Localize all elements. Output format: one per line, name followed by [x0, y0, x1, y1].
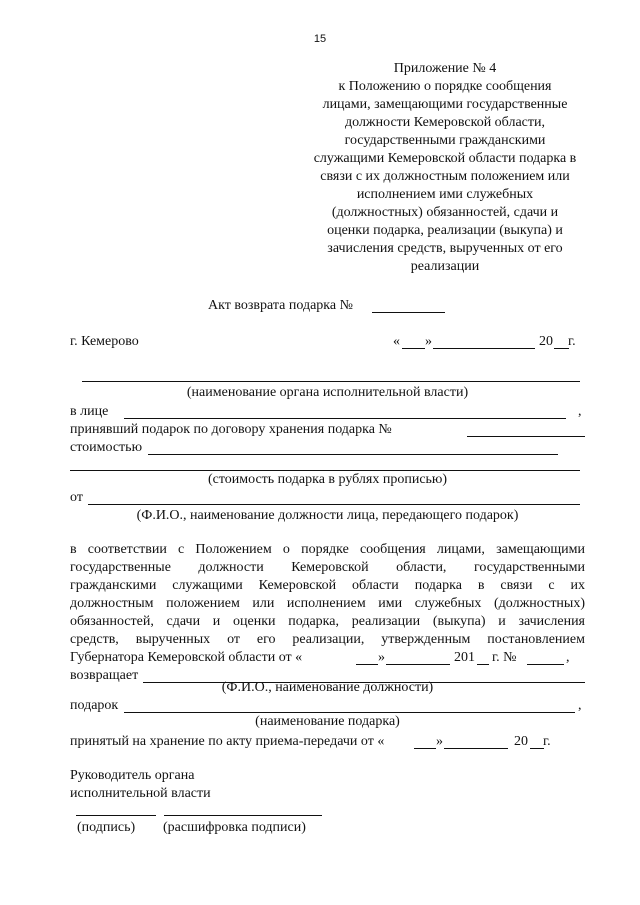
acceptance-year-suffix: г.: [543, 734, 551, 749]
head-title-line1: Руководитель органа: [70, 768, 195, 783]
acceptance-year-field[interactable]: [530, 748, 544, 749]
decree-month-field[interactable]: [386, 664, 450, 665]
appendix-line: оценки подарка, реализации (выкупа) и: [327, 223, 563, 238]
appendix-line: (должностных) обязанностей, сдачи и: [331, 205, 559, 220]
accepted-label: принявший подарок по договору хранения подарка №: [70, 422, 392, 437]
decree-number-label: г. №: [492, 650, 517, 665]
appendix-line: связи с их должностным положением или: [320, 169, 570, 184]
body-line: в соответствии с Положением о порядке сообщения лицами, замещающими: [70, 542, 585, 557]
appendix-line: Приложение № 4: [393, 61, 497, 76]
returns-caption: (Ф.И.О., наименование должности): [221, 680, 434, 695]
decree-quote-close: »: [378, 650, 385, 665]
acceptance-year-prefix: 20: [514, 734, 528, 749]
body-line: средств, вырученных от его реализации, утвержденным постановлением: [70, 632, 585, 647]
appendix-line: к Положению о порядке сообщения: [338, 79, 552, 94]
gift-caption: (наименование подарка): [255, 714, 400, 729]
governor-text: Губернатора Кемеровской области от «: [70, 650, 303, 665]
appendix-line: зачисления средств, вырученных от его: [327, 241, 563, 256]
year-suffix: г.: [568, 334, 576, 349]
appendix-line: служащими Кемеровской области подарка в: [313, 151, 577, 166]
cost-label: стоимостью: [70, 440, 143, 455]
body-line: обязанностей, сдачи и оценки подарка, реализации (выкупа) и зачисления: [70, 614, 585, 629]
head-title-line2: исполнительной власти: [70, 786, 211, 801]
decree-year-prefix: 201: [454, 650, 475, 665]
body-line: гражданскими служащими Кемеровской области подарка в связи с их: [70, 578, 585, 593]
appendix-line: государственными гражданскими: [344, 133, 546, 148]
accepted-storage-text: принятый на хранение по акту приема-передачи от «: [70, 734, 385, 749]
storage-contract-number-field[interactable]: [467, 436, 585, 437]
authority-field[interactable]: [82, 381, 580, 382]
decree-number-field[interactable]: [527, 664, 564, 665]
appendix-block: [290, 60, 600, 276]
year-prefix: 20: [539, 334, 553, 349]
decree-year-field[interactable]: [477, 664, 489, 665]
appendix-line: должности Кемеровской области,: [345, 115, 545, 130]
from-field[interactable]: [88, 504, 580, 505]
appendix-line: реализации: [410, 259, 480, 274]
comma: ,: [578, 698, 582, 713]
gift-label: подарок: [70, 698, 119, 713]
comma: ,: [578, 404, 582, 419]
act-number-field[interactable]: [372, 312, 445, 313]
person-field[interactable]: [124, 418, 566, 419]
body-line: должностным положением или исполнением ими служебных (должностных): [70, 596, 585, 611]
authority-caption: (наименование органа исполнительной власти): [186, 385, 469, 400]
decoding-caption: (расшифровка подписи): [163, 820, 306, 835]
in-person-label: в лице: [70, 404, 109, 419]
cost-caption: (стоимость подарка в рублях прописью): [207, 472, 448, 487]
decree-day-field[interactable]: [356, 664, 378, 665]
comma: ,: [566, 650, 570, 665]
appendix-line: исполнением ими служебных: [356, 187, 534, 202]
from-label: от: [70, 490, 83, 505]
page-number: 15: [313, 33, 327, 45]
date-quote-open: «: [393, 334, 400, 349]
date-quote-close: »: [425, 334, 432, 349]
year-field[interactable]: [554, 348, 569, 349]
acceptance-day-field[interactable]: [414, 748, 436, 749]
act-title: Акт возврата подарка №: [208, 298, 353, 313]
body-line: государственные должности Кемеровской области, государственными: [70, 560, 585, 575]
returns-label: возвращает: [70, 668, 139, 683]
day-field[interactable]: [402, 348, 425, 349]
cost-field[interactable]: [148, 454, 558, 455]
signature-decoding-field[interactable]: [164, 815, 322, 816]
acceptance-month-field[interactable]: [444, 748, 508, 749]
acceptance-quote-close: »: [436, 734, 443, 749]
from-caption: (Ф.И.О., наименование должности лица, передающего подарок): [136, 508, 519, 523]
city-label: г. Кемерово: [70, 334, 139, 349]
signature-caption: (подпись): [77, 820, 136, 835]
month-field[interactable]: [433, 348, 535, 349]
appendix-line: лицами, замещающими государственные: [322, 97, 568, 112]
signature-field[interactable]: [76, 815, 156, 816]
